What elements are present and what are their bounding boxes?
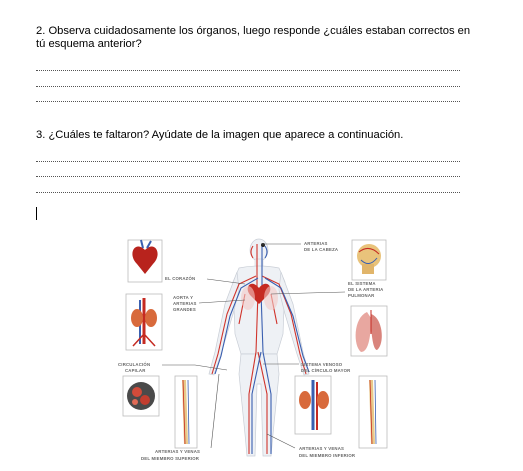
text-cursor bbox=[36, 207, 37, 220]
label-miembro-superior: ARTERIAS Y VENAS DEL MIEMBRO SUPERIOR bbox=[141, 449, 201, 461]
answer-line[interactable] bbox=[36, 70, 460, 71]
label-corazon: EL CORAZÓN bbox=[165, 276, 196, 281]
thumb-heart bbox=[128, 240, 162, 282]
label-venoso: SISTEMA VENOSO DEL CÍRCULO MAYOR bbox=[301, 362, 351, 373]
thumb-skull bbox=[352, 240, 386, 280]
answer-line[interactable] bbox=[36, 86, 460, 87]
label-miembro-inferior: ARTERIAS Y VENAS DEL MIEMBRO INFERIOR bbox=[299, 446, 356, 458]
circulatory-system-figure bbox=[115, 234, 400, 468]
thumb-lower-limb bbox=[359, 376, 387, 448]
answer-line[interactable] bbox=[36, 161, 460, 162]
question-2: 2. Observa cuidadosamente los órganos, luego responde ¿cuáles estaban correctos en tú esquema anterior? bbox=[36, 25, 471, 50]
label-arterias-cabeza: ARTERIAS DE LA CABEZA bbox=[304, 241, 339, 252]
answer-line[interactable] bbox=[36, 101, 460, 102]
thumb-aorta bbox=[126, 294, 162, 350]
thumb-upper-limb bbox=[175, 376, 197, 448]
label-capilar: CIRCULACIÓN CAPILAR bbox=[118, 362, 151, 373]
answer-line[interactable] bbox=[36, 192, 460, 193]
question-3: 3. ¿Cuáles te faltaron? Ayúdate de la imagen que aparece a continuación. bbox=[36, 129, 404, 141]
label-aorta: AORTA Y ARTERIAS GRANDES bbox=[173, 295, 197, 312]
thumb-lung bbox=[351, 306, 387, 356]
label-pulmonar: EL SISTEMA DE LA ARTERIA PULMONAR bbox=[348, 281, 384, 298]
thumb-venous bbox=[295, 376, 331, 434]
answer-line[interactable] bbox=[36, 176, 460, 177]
thumb-capillary bbox=[123, 376, 159, 416]
human-body bbox=[209, 239, 309, 456]
